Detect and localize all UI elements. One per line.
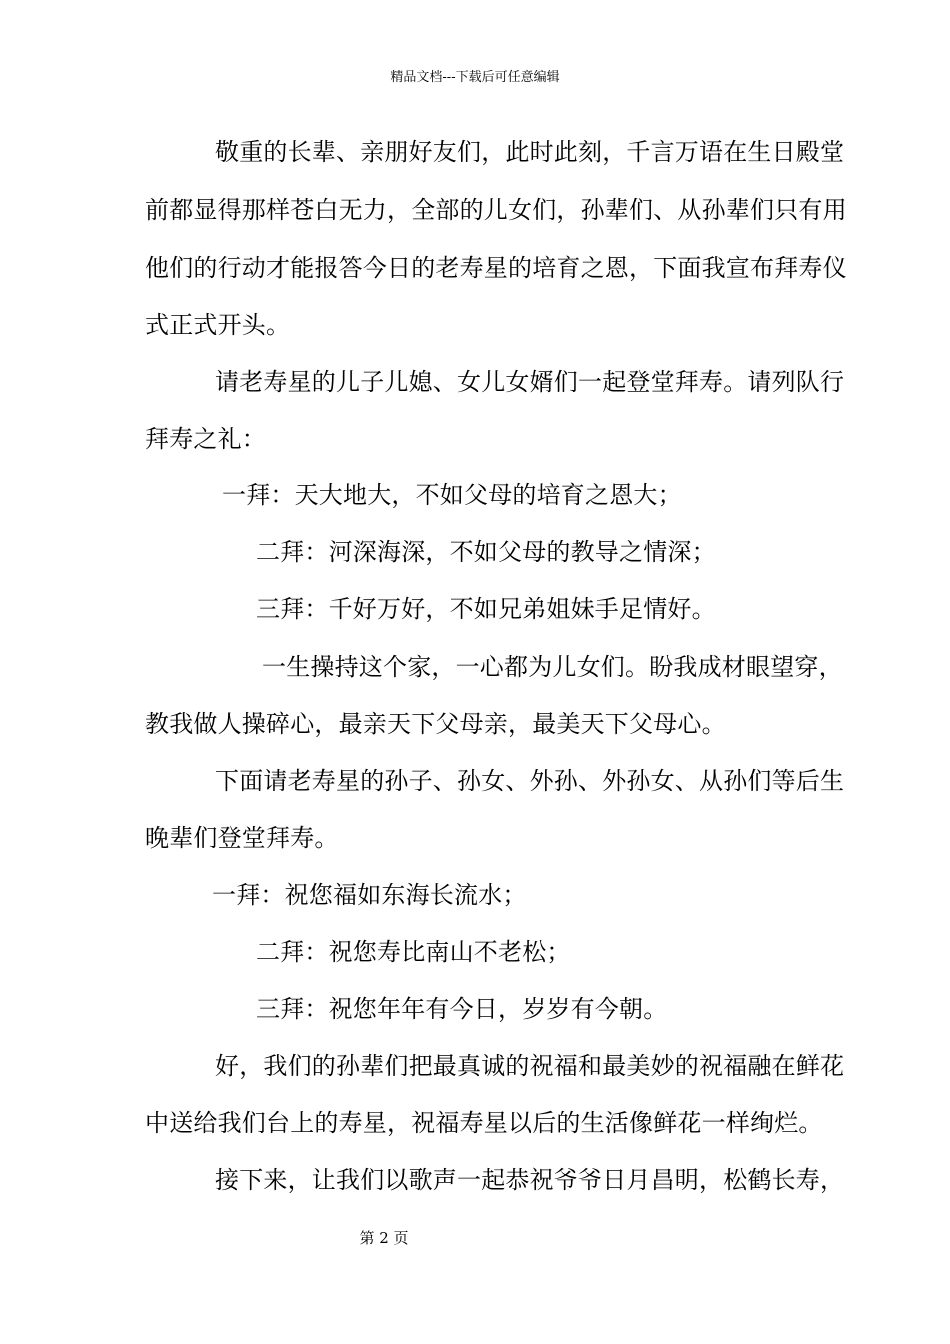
paragraph-line: 接下来，让我们以歌声一起恭祝爷爷日月昌明，松鹤长寿， — [215, 1166, 845, 1194]
paragraph-line: 三拜：千好万好，不如兄弟姐妹手足情好。 — [256, 595, 716, 623]
paragraph-line: 敬重的长辈、亲朋好友们，此时此刻，千言万语在生日殿堂 — [215, 138, 845, 166]
paragraph-line: 晚辈们登堂拜寿。 — [145, 824, 339, 852]
paragraph-line: 一拜：祝您福如东海长流水； — [212, 881, 527, 909]
page-header: 精品文档---下载后可任意编辑 — [390, 70, 560, 85]
paragraph-line: 下面请老寿星的孙子、孙女、外孙、外孙女、从孙们等后生 — [215, 767, 845, 795]
paragraph-line: 三拜：祝您年年有今日，岁岁有今朝。 — [256, 995, 668, 1023]
paragraph-line: 拜寿之礼： — [145, 425, 266, 453]
page-number: 第 2 页 — [359, 1229, 409, 1247]
paragraph-line: 一拜：天大地大，不如父母的培育之恩大； — [222, 481, 682, 509]
paragraph-line: 二拜：祝您寿比南山不老松； — [256, 938, 571, 966]
paragraph-line: 请老寿星的儿子儿媳、女儿女婿们一起登堂拜寿。请列队行 — [215, 368, 845, 396]
paragraph-line: 前都显得那样苍白无力，全部的儿女们，孙辈们、从孙辈们只有用 — [145, 196, 847, 224]
paragraph-line: 式正式开头。 — [145, 311, 291, 339]
paragraph-line: 好，我们的孙辈们把最真诚的祝福和最美妙的祝福融在鲜花 — [215, 1052, 845, 1080]
paragraph-line: 教我做人操碎心，最亲天下父母亲，最美天下父母心。 — [145, 710, 726, 738]
paragraph-line: 一生操持这个家，一心都为儿女们。盼我成材眼望穿， — [262, 653, 843, 681]
paragraph-line: 二拜：河深海深，不如父母的教导之情深； — [256, 538, 716, 566]
paragraph-line: 中送给我们台上的寿星，祝福寿星以后的生活像鲜花一样绚烂。 — [145, 1109, 823, 1137]
paragraph-line: 他们的行动才能报答今日的老寿星的培育之恩，下面我宣布拜寿仪 — [145, 254, 847, 282]
